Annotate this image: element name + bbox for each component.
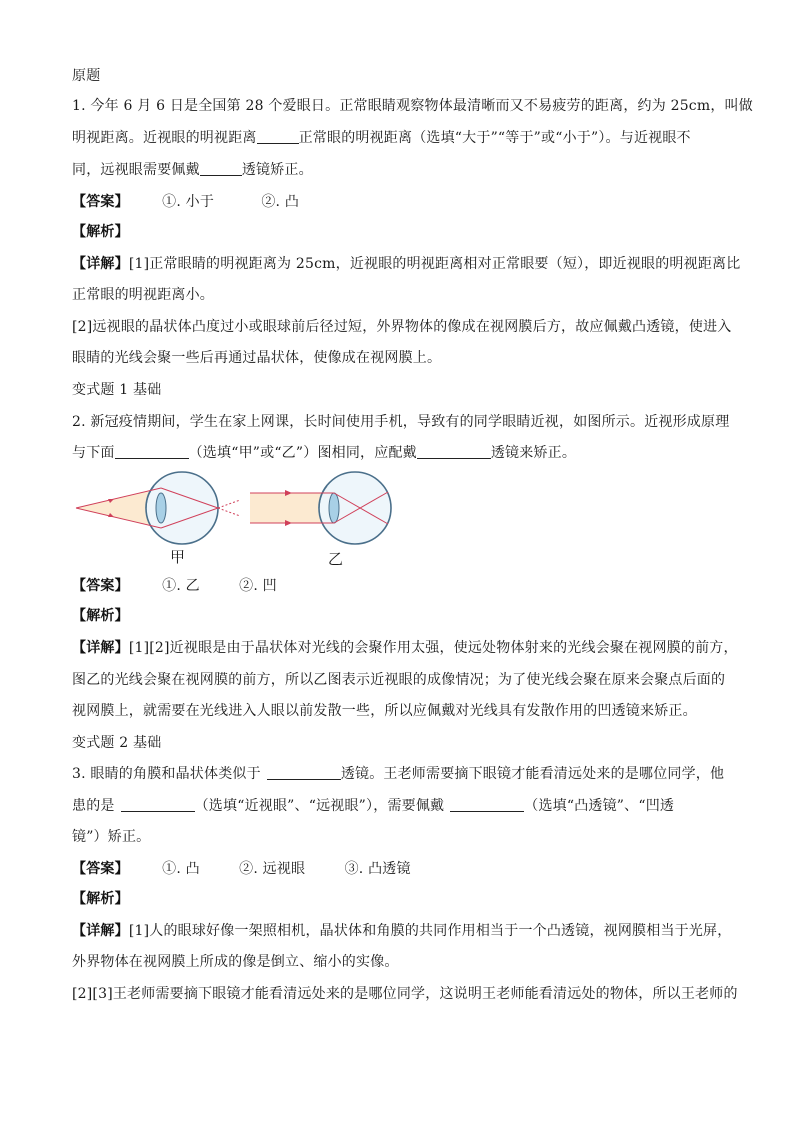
q3-text: 透镜。王老师需要摘下眼镜才能看清远处来的是哪位同学，他 bbox=[340, 766, 725, 782]
q3-blank-1 bbox=[267, 765, 341, 780]
q3-line-1 bbox=[72, 764, 724, 784]
q3-detail-2: 外界物体在视网膜上所成的像是倒立、缩小的实像。 bbox=[72, 954, 399, 970]
eye-diagram bbox=[72, 466, 402, 546]
answer-item: ③. 凸透镜 bbox=[344, 861, 411, 877]
detail-tag: 【详解】 bbox=[72, 640, 129, 656]
q2-detail-1 bbox=[72, 638, 738, 658]
eye-figure-b bbox=[250, 472, 391, 544]
q3-detail-1 bbox=[72, 921, 731, 941]
detail-text: [1]正常眼睛的明视距离为 25cm，近视眼的明视距离相对正常眼要（短），即近视眼的明视距离比 bbox=[128, 256, 741, 272]
q1-line-2 bbox=[72, 128, 691, 148]
eye-figure-a bbox=[76, 472, 240, 544]
answer-item: ②. 凹 bbox=[239, 578, 277, 594]
answer-tag: 【答案】 bbox=[72, 861, 129, 877]
q2-detail-3: 视网膜上，就需要在光线进入人眼以前发散一些，所以应佩戴对光线具有发散作用的凹透镜来矫正。 bbox=[72, 703, 697, 719]
answer-item: ②. 远视眼 bbox=[239, 861, 306, 877]
q3-detail-3: [2][3]王老师需要摘下眼镜才能看清远处来的是哪位同学，这说明王老师能看清远处的物体，所以王老师的 bbox=[72, 986, 738, 1002]
q1-analysis-tag: 【解析】 bbox=[72, 224, 129, 240]
variant-1-title: 变式题 1 基础 bbox=[72, 382, 162, 398]
q3-line-2 bbox=[72, 796, 674, 816]
q1-text: 正常眼的明视距离（选填“大于”“等于”或“小于”）。与近视眼不 bbox=[298, 130, 691, 146]
q1-detail-1 bbox=[72, 254, 740, 274]
q2-text: 与下面 bbox=[72, 445, 115, 461]
q1-detail-3: [2]远视眼的晶状体凸度过小或眼球前后径过短，外界物体的像成在视网膜后方，故应佩戴凸透镜，使进入 bbox=[72, 319, 732, 335]
q2-text: （选填“甲”或“乙”）图相同，应配戴 bbox=[188, 445, 417, 461]
answer-item: ①. 小于 bbox=[162, 194, 215, 210]
q2-blank-1 bbox=[115, 444, 189, 459]
detail-text: [1]人的眼球好像一架照相机，晶状体和角膜的共同作用相当于一个凸透镜，视网膜相当于光屏， bbox=[128, 923, 732, 939]
q3-blank-3 bbox=[450, 797, 524, 812]
q1-text: 明视距离。近视眼的明视距离 bbox=[72, 130, 257, 146]
q2-blank-2 bbox=[417, 444, 491, 459]
q1-blank-1 bbox=[257, 129, 299, 144]
detail-tag: 【详解】 bbox=[72, 256, 129, 272]
q1-line-3 bbox=[72, 160, 313, 180]
q1-text: 同，远视眼需要佩戴 bbox=[72, 162, 200, 178]
q1-answer bbox=[72, 192, 299, 212]
answer-item: ②. 凸 bbox=[261, 194, 300, 210]
q3-text: 患的是 bbox=[72, 798, 115, 814]
q1-blank-2 bbox=[200, 161, 242, 176]
q3-analysis-tag: 【解析】 bbox=[72, 891, 129, 907]
variant-2-title: 变式题 2 基础 bbox=[72, 735, 162, 751]
q2-answer bbox=[72, 576, 277, 596]
figure-label-b: 乙 bbox=[328, 550, 344, 568]
answer-item: ①. 乙 bbox=[162, 578, 200, 594]
q3-answer bbox=[72, 859, 411, 879]
q2-detail-2: 图乙的光线会聚在视网膜的前方，所以乙图表示近视眼的成像情况；为了使光线会聚在原来会聚点后面的 bbox=[72, 672, 726, 688]
q3-text: （选填“凸透镜”、“凹透 bbox=[524, 798, 675, 814]
detail-tag: 【详解】 bbox=[72, 923, 129, 939]
q2-text: 透镜来矫正。 bbox=[490, 445, 577, 461]
q3-blank-2 bbox=[121, 797, 195, 812]
answer-item: ①. 凸 bbox=[162, 861, 200, 877]
q3-text: （选填“近视眼”、“远视眼”），需要佩戴 bbox=[194, 798, 445, 814]
answer-tag: 【答案】 bbox=[72, 578, 129, 594]
q1-detail-2: 正常眼的明视距离小。 bbox=[72, 287, 214, 303]
section-heading: 原题 bbox=[72, 68, 101, 84]
answer-tag: 【答案】 bbox=[72, 194, 129, 210]
figure-label-a: 甲 bbox=[170, 548, 186, 566]
q2-line-2 bbox=[72, 443, 576, 463]
q3-line-3: 镜”）矫正。 bbox=[72, 829, 151, 845]
q1-line-1: 1. 今年 6 月 6 日是全国第 28 个爱眼日。正常眼睛观察物体最清晰而又不易疲劳的距离，约为 25cm，叫做 bbox=[72, 98, 753, 114]
q2-line-1: 2. 新冠疫情期间，学生在家上网课，长时间使用手机，导致有的同学眼睛近视，如图所示。近视形成原理 bbox=[72, 414, 730, 430]
detail-text: [1][2]近视眼是由于晶状体对光线的会聚作用太强，使远处物体射来的光线会聚在视网膜的前方， bbox=[128, 640, 738, 656]
q3-text: 3. 眼睛的角膜和晶状体类似于 bbox=[72, 766, 261, 782]
q1-detail-4: 眼睛的光线会聚一些后再通过晶状体，使像成在视网膜上。 bbox=[72, 350, 442, 366]
q2-analysis-tag: 【解析】 bbox=[72, 608, 129, 624]
q1-text: 透镜矫正。 bbox=[241, 162, 313, 178]
